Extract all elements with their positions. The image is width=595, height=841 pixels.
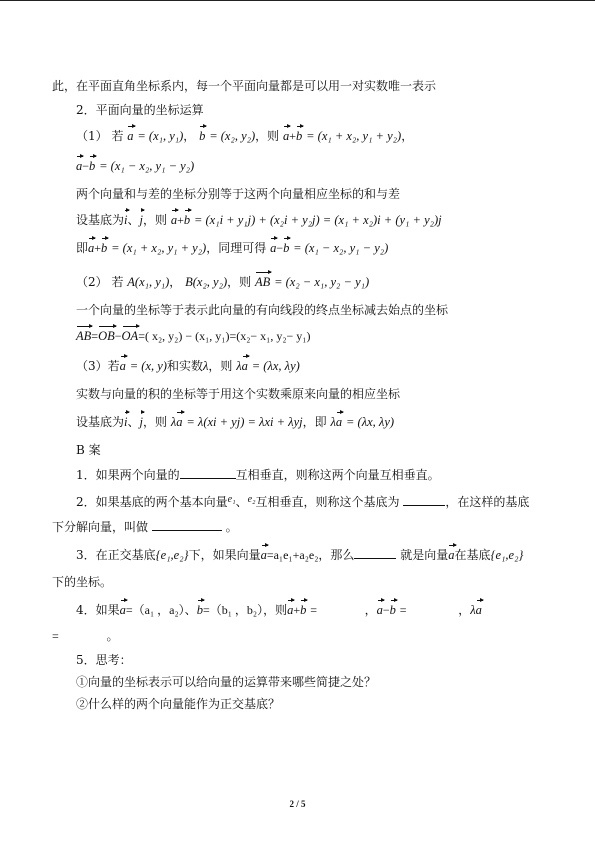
- vector-i: i: [124, 415, 128, 429]
- paragraph-segment-rule: [76, 302, 448, 318]
- vector-a: a: [335, 415, 343, 429]
- text: ②什么样的两个向量能作为正交基底？: [76, 697, 281, 711]
- text: ，同理可得: [206, 241, 267, 255]
- question-2: 2．如果基底的两个基本向量$^{e_1}$、$^{e_2}$互相垂直，则称这个基底为 ，在这样的基底: [76, 494, 530, 509]
- text: 2．平面向量的坐标运算: [76, 103, 204, 117]
- question-5-item-1: [76, 674, 376, 690]
- vector-a: a: [282, 129, 290, 143]
- text: ，则: [227, 275, 252, 289]
- text: 设基底为: [76, 213, 125, 227]
- formula: = (x₁ + x₂, y₁ + y₂): [111, 241, 207, 255]
- answer-blank[interactable]: [180, 466, 236, 479]
- text: 下分解向量，叫做: [52, 520, 149, 534]
- text: 两个向量和与差的坐标分别等于这两个向量相应坐标的和与差: [76, 187, 401, 201]
- lambda: λ: [330, 415, 336, 429]
- formula-scalar: [76, 358, 300, 374]
- formula: = (x₁i + y₁j) + (x₂i + y₂j) = (x₁ + x₂)i + (y₁ + y₂)j: [193, 213, 442, 227]
- paragraph-coordinate-unique: [52, 78, 436, 94]
- vector-a: a: [287, 603, 294, 617]
- paragraph-sum-rule: [76, 186, 400, 202]
- point-a: A(x₁, y₁): [127, 275, 170, 289]
- vector-a: a: [260, 548, 267, 562]
- formula: =a₁e₁+a₂e₂，那么: [266, 548, 355, 562]
- text: ，则: [143, 415, 168, 429]
- lambda: λ: [236, 359, 242, 373]
- point-b: B(x₂, y₂): [185, 275, 228, 289]
- question-5: [76, 652, 132, 668]
- formula-ab: AB=OB−OA=( x₂, y₂) − (x₁, y₁)=(x₂− x₁, y₂− y₁): [76, 329, 311, 343]
- formula: =（a₁ ，a₂）、: [125, 603, 197, 617]
- text: B 案: [76, 443, 101, 457]
- text: ，则: [208, 359, 233, 373]
- text: ，: [364, 603, 377, 617]
- vector-a: a: [270, 241, 277, 255]
- paragraph-scalar-rule: [76, 386, 400, 402]
- vector-b: b: [199, 129, 206, 143]
- text: 1．如果两个向量的: [76, 468, 180, 482]
- text: 和实数: [166, 359, 203, 373]
- formula-line-2: a−b = (x₁ − x₂, y₁ − y₂): [76, 159, 195, 173]
- formula: =( x₂, y₂) − (x₁, y₁)=(x₂− x₁, y₂− y₁): [138, 329, 311, 343]
- text: 、: [127, 213, 140, 227]
- basis-set: {e₁,e₂}: [155, 548, 189, 562]
- formula: = (x₁, y₁): [137, 129, 184, 143]
- vector-a: a: [170, 213, 178, 227]
- text: 此，在平面直角坐标系内，每一个平面向量都是可以用一对实数唯一表示: [52, 79, 437, 93]
- vector-a: a: [376, 603, 383, 617]
- question-3: [76, 546, 523, 563]
- text: 一个向量的坐标等于表示此向量的有向线段的终点坐标减去始点的坐标: [76, 303, 449, 317]
- vector-a: a: [176, 415, 183, 429]
- text: （1） 若: [76, 129, 124, 143]
- vector-a: a: [88, 241, 95, 255]
- text: ，: [458, 603, 471, 617]
- formula: = λ(xi + yj) = λxi + λyj: [186, 415, 303, 429]
- vector-a: a: [127, 129, 134, 143]
- text: 3．在正交基底: [76, 548, 156, 562]
- lambda: λ: [470, 603, 476, 617]
- question-4-cont: [52, 628, 118, 644]
- formula-scalar-basis: 设基底为i、j，则 λa = λ(xi + yj) = λxi + λyj，即 λa = (λx, λy): [76, 415, 395, 429]
- vector-b: b: [183, 213, 191, 227]
- vector-a: a: [241, 359, 248, 373]
- vector-a: a: [119, 603, 126, 617]
- formula-line-1: （1） 若 a = (x₁, y₁)， b = (x₂, y₂)，则 a+b = (x₁ + x₂, y₁ + y₂)，: [76, 129, 414, 143]
- vector-a: a: [448, 548, 455, 562]
- heading-coordinate-ops: [76, 102, 204, 118]
- text: 在基底: [454, 548, 491, 562]
- lambda: λ: [202, 359, 209, 373]
- question-5-item-2: [76, 696, 280, 712]
- vector-e1: e₁: [227, 494, 236, 505]
- vector-b: b: [89, 159, 96, 173]
- formula: = (λx, λy): [345, 415, 395, 429]
- vector-i: i: [124, 213, 128, 227]
- vector-b: b: [196, 603, 203, 617]
- formula: = (x₁ + x₂, y₁ + y₂): [306, 129, 402, 143]
- formula: = (λx, λy): [251, 359, 300, 373]
- text: ，则: [255, 129, 280, 143]
- question-2-cont: [52, 518, 238, 535]
- formula: = (x, y): [129, 359, 167, 373]
- text: 即: [76, 241, 89, 255]
- text: 下的坐标。: [52, 575, 113, 589]
- text: 就是向量: [400, 548, 449, 562]
- vector-e2: e₂: [247, 494, 256, 505]
- text: =: [310, 603, 317, 617]
- text: 设基底为: [76, 415, 125, 429]
- formula: = (x₂, y₂): [209, 129, 256, 143]
- vector-ob: OB: [98, 329, 115, 343]
- top-border: [0, 0, 595, 1]
- text: 实数与向量的积的坐标等于用这个实数乘原来向量的相应坐标: [76, 387, 401, 401]
- question-3-cont: [52, 574, 112, 590]
- formula-ji: 即a+b = (x₁ + x₂, y₁ + y₂)，同理可得 a−b = (x₁ − x₂, y₁ − y₂): [76, 241, 389, 255]
- text: 下，如果向量: [188, 548, 261, 562]
- text: ，即: [302, 415, 327, 429]
- text: 。: [225, 520, 238, 534]
- text: 互相垂直，则称这两个向量互相垂直。: [235, 468, 440, 482]
- vector-j: j: [139, 213, 143, 227]
- text: =: [52, 629, 59, 643]
- formula-points: （2） 若 A(x₁, y₁)， B(x₂, y₂)，则 AB = (x₂ − x₁, y₂ − y₁): [76, 275, 370, 289]
- vector-oa: OA: [121, 329, 139, 343]
- text: ，在这样的基底: [445, 495, 530, 509]
- text: （3）若: [76, 359, 120, 373]
- question-1: [76, 466, 440, 483]
- text: ①向量的坐标表示可以给向量的运算带来哪些简捷之处？: [76, 675, 377, 689]
- text: 互相垂直，则称这个基底为: [255, 495, 400, 509]
- formula: = (x₁ − x₂, y₁ − y₂): [293, 241, 389, 255]
- text: 5．思考：: [76, 653, 132, 667]
- question-4: 4．如果a=（a₁ ，a₂）、b=（b₁ ，b₂），则a+b = ，a−b = ，λa: [76, 603, 482, 617]
- vector-a: a: [475, 603, 482, 617]
- section-b-title: [76, 442, 101, 458]
- answer-blank[interactable]: [403, 493, 445, 506]
- text: =: [399, 603, 407, 617]
- vector-j: j: [139, 415, 143, 429]
- vector-b: b: [101, 241, 108, 255]
- page-number: 2 / 5: [289, 799, 306, 809]
- answer-blank[interactable]: [152, 518, 222, 531]
- vector-b: b: [296, 129, 303, 143]
- formula: = (x₂ − x₁, y₂ − y₁): [274, 275, 370, 289]
- vector-ab: AB: [76, 329, 92, 343]
- text: 。: [106, 629, 119, 643]
- vector-b: b: [389, 603, 396, 617]
- vector-b: b: [283, 241, 290, 255]
- formula-basis: 设基底为i、j，则 a+b = (x₁i + y₁j) + (x₂i + y₂j) = (x₁ + x₂)i + (y₁ + y₂)j: [76, 213, 442, 227]
- text: ，则: [143, 213, 168, 227]
- formula: = (x₁ − x₂, y₁ − y₂): [99, 159, 195, 173]
- formula: =（b₁ ，b₂），则: [202, 603, 288, 617]
- text: （2） 若: [76, 275, 124, 289]
- text: 2．如果基底的两个基本向量: [76, 495, 228, 509]
- answer-blank[interactable]: [354, 546, 396, 559]
- vector-a: a: [76, 159, 83, 173]
- vector-a: a: [119, 359, 126, 373]
- vector-b: b: [300, 603, 307, 617]
- vector-ab: AB: [254, 275, 271, 289]
- text: 4．如果: [76, 603, 120, 617]
- lambda: λ: [170, 415, 177, 429]
- basis-set: {e₁,e₂}: [490, 548, 524, 562]
